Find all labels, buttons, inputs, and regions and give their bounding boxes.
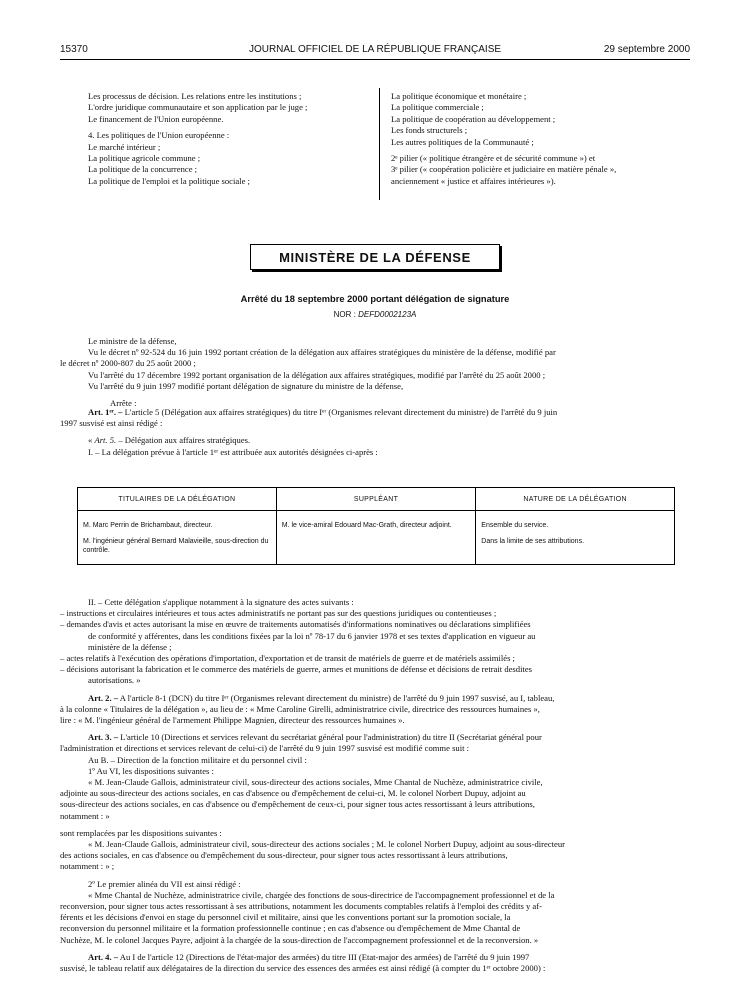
right-line: Les autres politiques de la Communauté ; — [391, 136, 534, 147]
article-text: L'article 5 (Délégation aux affaires stratégiques) du titre Iᵉʳ (Organismes relevant directement du ministre) de l'arrêté du 9 juin — [124, 407, 558, 417]
quote-line: « Mme Chantal de Nuchèze, administratrice civile, chargée des fonctions de sous-directrice de l'accompagnement professionnel et de la — [88, 889, 555, 900]
article-text: 1º Au VI, les dispositions suivantes : — [88, 765, 214, 776]
nor-label: NOR : — [333, 310, 356, 319]
quote-line: notamment : » ; — [60, 861, 115, 872]
left-line: Le financement de l'Union européenne. — [88, 113, 224, 124]
quote-line: « M. Jean-Claude Gallois, administrateur civil, sous-directeur des actions sociales, Mme Chantal de Nuchèze, administratrice civile, — [88, 777, 543, 788]
article-text: Au B. – Direction de la fonction militaire et du personnel civil : — [88, 754, 307, 765]
journal-title: JOURNAL OFFICIEL DE LA RÉPUBLIQUE FRANÇAISE — [248, 44, 502, 55]
quote-line: notamment : » — [60, 810, 110, 821]
header-rule — [60, 59, 690, 60]
publication-date: 29 septembre 2000 — [603, 44, 690, 55]
article-label: Art. 2. – — [88, 692, 119, 703]
left-line: La politique de la concurrence ; — [88, 164, 198, 175]
titulaires-cell — [78, 511, 277, 565]
nor-reference — [60, 310, 690, 319]
suppleant-entry: M. le vice-amiral Edouard Mac-Grath, directeur adjoint. — [281, 522, 452, 529]
right-line: La politique économique et monétaire ; — [391, 91, 527, 101]
quote-line: reconversion, pour signer tous actes ressortissant à ses attributions, notamment les documents comptables relatifs à l'emploi des crédits y af- — [60, 901, 542, 912]
ministry-heading: MINISTÈRE DE LA DÉFENSE — [250, 244, 500, 270]
nature-cell — [476, 511, 675, 565]
column-header: TITULAIRES DE LA DÉLÉGATION — [78, 488, 277, 511]
preamble-line: Vu l'arrêté du 17 décembre 1992 portant organisation de la délégation aux affaires stratégiques, modifié par l'arrêté du 25 août 2000 ; — [88, 369, 546, 380]
article-text: Au I de l'article 12 (Directions de l'état-major des armées) du titre III (Etat-major des armées) de l'arrêté du 9 juin 1997 — [119, 951, 530, 962]
quote-line: Nuchèze, M. le colonel Jacques Payre, adjoint à la chargée de la sous-direction de l'accompagnement professionnel et de la reconversion. » — [60, 934, 539, 945]
body-line: de conformité y afférentes, dans les conditions fixées par la loi nº 78-17 du 6 janvier 1978 et ses textes d'application en vigueur au — [88, 630, 536, 641]
article-text: A l'article 8-1 (DCN) du titre Iᵉʳ (Organismes relevant directement du ministre) de l'arrêté du 9 juin 1997 susvisé, au I, tableau, — [119, 692, 555, 703]
suppleant-cell — [276, 511, 476, 565]
article-text: l'administration et directions et services relevant de celui-ci) de l'arrêté du 9 juin 1997 susvisé est modifié comme suit : — [60, 743, 470, 754]
right-line: anciennement « justice et affaires intérieures »). — [391, 175, 556, 186]
article-1 — [60, 407, 690, 458]
left-line: La politique agricole commune ; — [88, 153, 201, 164]
quote-line: reconversion du personnel militaire et la formation professionnelle continue ; en cas d'absence ou d'empêchement de Mme Chantal de — [60, 923, 521, 934]
left-line: Le marché intérieur ; — [88, 141, 161, 152]
quote-line: adjointe au sous-directeur des actions sociales, en cas d'absence ou d'empêchement de celui-ci, M. le colonel Norbert Dupuy, adjoint au — [60, 788, 526, 799]
preamble-line: Vu l'arrêté du 9 juin 1997 modifié portant délégation de signature du ministre de la défense, — [88, 380, 404, 391]
titulaire-entry: M. l'ingénieur général Bernard Malavieille, sous-direction du contrôle. — [83, 537, 269, 555]
left-line: 4. Les politiques de l'Union européenne : — [88, 130, 230, 141]
article-text: susvisé, le tableau relatif aux délégataires de la direction du service des essences des armées est ainsi rédigé (à compter du 1ᵉʳ octobre 2000) : — [60, 963, 546, 974]
left-column — [88, 91, 374, 187]
article-point: I. – La délégation prévue à l'article 1ᵉʳ est attribuée aux autorités désignées ci-après : — [88, 446, 378, 457]
right-line: 2ᵉ pilier (« politique étrangère et de sécurité commune ») et — [391, 153, 596, 164]
titulaire-entry: M. Marc Perrin de Brichambaut, directeur. — [83, 522, 213, 529]
preamble-line: Le ministre de la défense, — [88, 336, 177, 346]
quote-line: des actions sociales, en cas d'absence ou d'empêchement du sous-directeur, pour signer tous actes ressortissant à leurs attributions, — [60, 850, 508, 861]
left-line: La politique de l'emploi et la politique sociale ; — [88, 175, 250, 186]
quote-line: férents et les décisions d'envoi en stage du personnel civil et militaire, ainsi que les conventions portant sur la promotion sociale, la — [60, 912, 511, 923]
article-text: lire : « M. l'ingénieur général de l'armement Philippe Magnien, directeur des ressources humaines ». — [60, 715, 405, 726]
left-line: L'ordre juridique communautaire et son application par le juge ; — [88, 102, 308, 113]
arrete-title: Arrêté du 18 septembre 2000 portant délégation de signature — [240, 294, 510, 304]
nature-entry: Ensemble du service. — [481, 522, 549, 529]
nature-entry: Dans la limite de ses attributions. — [481, 537, 585, 545]
body-line: ministère de la défense ; — [88, 641, 172, 652]
quoted-article-text: – Délégation aux affaires stratégiques. — [116, 435, 251, 446]
table-row — [78, 511, 675, 565]
column-header: NATURE DE LA DÉLÉGATION — [476, 488, 675, 511]
right-line: Les fonds structurels ; — [391, 125, 468, 136]
body-line: – actes relatifs à l'exécution des opérations d'importation, d'exportation et de transit de matériels de guerre et de matériels assimilés ; — [60, 653, 515, 664]
article-label: Art. 1ᵉʳ. – — [88, 407, 123, 417]
right-line: La politique commerciale ; — [391, 102, 484, 113]
body-line: – demandes d'avis et actes autorisant la mise en œuvre de traitements automatisés d'informations nominatives ou déclarations simplifiées — [60, 619, 531, 630]
page-header — [60, 44, 690, 58]
nor-value: DEFD0002123A — [358, 310, 417, 319]
arrete-keyword: Arrête : — [110, 398, 137, 409]
article-text: à la colonne « Titulaires de la délégation », au lieu de : « Mme Caroline Girelli, administratrice civile, directrice des ressources humaines », — [60, 703, 540, 714]
body-line: – instructions et circulaires intérieures et tous actes administratifs ne portant pas sur des questions juridiques ou contentieuses ; — [60, 608, 497, 619]
column-header: SUPPLÉANT — [276, 488, 476, 511]
right-line: 3ᵉ pilier (« coopération policière et judiciaire en matière pénale », — [391, 164, 617, 175]
quote-line: sous-directeur des actions sociales, en cas d'absence ou d'empêchement de ceux-ci, pour signer tous actes ressortissant à leurs attributions, — [60, 799, 535, 810]
article-label: Art. 4. – — [88, 951, 119, 962]
body-line: – décisions autorisant la fabrication et le commerce des matériels de guerre, armes et munitions de défense et décisions de retrait desdites — [60, 664, 533, 675]
table-header-row — [78, 488, 675, 511]
preamble-line: le décret nº 2000-807 du 25 août 2000 ; — [60, 358, 196, 369]
right-column — [391, 91, 681, 187]
article-text: sont remplacées par les dispositions suivantes : — [60, 827, 222, 838]
quote-line: « M. Jean-Claude Gallois, administrateur civil, sous-directeur des actions sociales ; M. le colonel Norbert Dupuy, adjoint au sous-directeur — [88, 839, 565, 850]
right-line: La politique de coopération au développement ; — [391, 113, 556, 124]
article-text: 1997 susvisé est ainsi rédigé : — [60, 418, 163, 429]
article-label: Art. 3. – — [88, 732, 119, 743]
left-line: Les processus de décision. Les relations entre les institutions ; — [88, 91, 302, 101]
body-line: II. – Cette délégation s'applique notamment à la signature des actes suivants : — [88, 597, 354, 607]
article-text: 2º Le premier alinéa du VII est ainsi rédigé : — [88, 878, 241, 889]
quoted-article-label: Art. 5. — [94, 435, 117, 446]
preamble-line: Vu le décret nº 92-524 du 16 juin 1992 portant création de la délégation aux affaires stratégiques du ministère de la défense, modifié par — [88, 347, 556, 358]
body-line: autorisations. » — [88, 675, 141, 686]
delegation-table — [77, 487, 675, 565]
column-divider — [379, 88, 380, 200]
quote-open: « — [88, 435, 95, 446]
page-number: 15370 — [60, 44, 88, 55]
article-text: L'article 10 (Directions et services relevant du secrétariat général pour l'administration) du titre II (Secrétariat général pour — [120, 732, 542, 743]
preamble-block — [60, 336, 690, 409]
body-after-table — [60, 597, 690, 974]
